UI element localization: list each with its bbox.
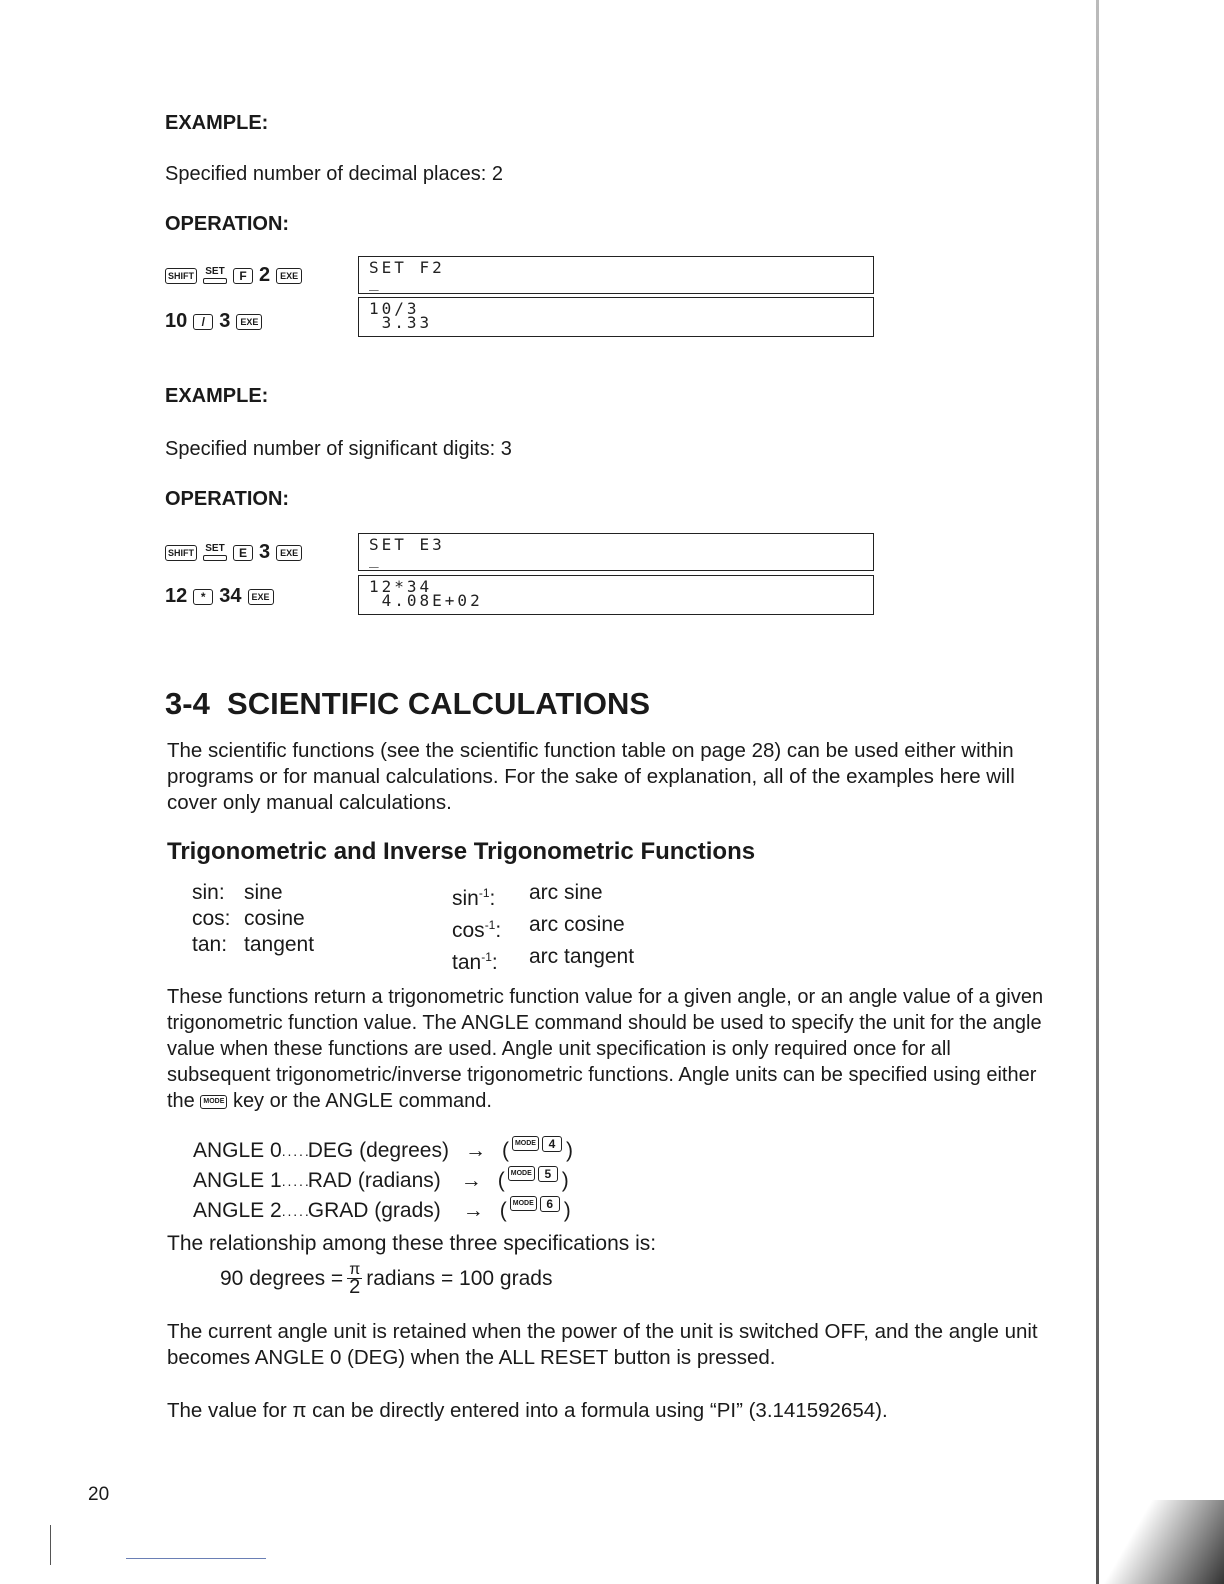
lcd-line: SET E3 [369, 535, 445, 554]
angle-row: ANGLE 2 . . . . . GRAD (grads) → ( MODE 6 ) [193, 1196, 573, 1226]
trig-row [192, 932, 314, 958]
key-sequence-2a [165, 541, 302, 564]
relationship-intro: The relationship among these three specifications is: [167, 1232, 657, 1255]
digit-key-icon: 5 [538, 1166, 558, 1182]
example-desc-2: Specified number of significant digits: 3 [165, 438, 512, 460]
divide-key-icon: / [193, 314, 213, 330]
trig-functions-left [192, 880, 314, 958]
set-key-icon: SET [203, 544, 227, 561]
operation-heading-1: OPERATION: [165, 213, 290, 235]
angle-list [193, 1136, 573, 1226]
fn-name: cosine [244, 907, 305, 930]
trig-row [192, 880, 314, 906]
corner-shadow [1100, 1500, 1224, 1584]
angle-row: ANGLE 0 . . . . . DEG (degrees) → ( MODE 4 ) [193, 1136, 573, 1166]
formula-right: radians = 100 grads [366, 1266, 553, 1290]
lcd-display-2a [358, 533, 874, 571]
page-edge-shadow [1096, 0, 1099, 1584]
angle-row: ANGLE 1 . . . . . RAD (radians) → ( MODE 5 ) [193, 1166, 573, 1196]
exe-key-icon: EXE [248, 589, 274, 605]
f-key-icon: F [233, 268, 253, 284]
shift-key-icon: SHIFT [165, 268, 197, 284]
fn-abbrev: tan: [192, 933, 228, 956]
key-digit: 2 [259, 264, 271, 286]
trig-row [192, 906, 314, 932]
arrow-icon: → [462, 1199, 484, 1222]
key-number: 10 [165, 310, 188, 332]
digit-key-icon: 4 [542, 1136, 562, 1152]
trig-row [452, 880, 634, 912]
formula-left: 90 degrees = [220, 1266, 344, 1290]
fn-abbrev: $\cos^{-1}$: [452, 918, 502, 942]
lcd-display-1a [358, 256, 874, 294]
fn-name: arc sine [529, 881, 603, 904]
lcd-line: 10/3 [369, 299, 420, 318]
fn-abbrev: cos: [192, 907, 231, 930]
fn-name: tangent [244, 933, 315, 956]
exe-key-icon: EXE [236, 314, 262, 330]
bottom-rule [126, 1558, 266, 1559]
trig-functions-right [452, 880, 634, 976]
arrow-icon: → [464, 1139, 486, 1162]
mode-key-icon: MODE [510, 1196, 537, 1211]
key-sequence-1a [165, 264, 302, 287]
page-number: 20 [88, 1484, 110, 1505]
key-number: 34 [219, 585, 242, 607]
e-key-icon: E [233, 545, 253, 561]
arrow-icon: → [460, 1169, 482, 1192]
lcd-line: SET F2 [369, 258, 445, 277]
lcd-display-2b [358, 575, 874, 615]
lcd-display-1b [358, 297, 874, 337]
retain-paragraph: The current angle unit is retained when the power of the unit is switched OFF, and the angle unit becomes ANGLE 0 (DEG) when the ALL RESET button is pressed. [167, 1320, 1038, 1369]
digit-key-icon: 6 [540, 1196, 560, 1212]
mode-key-icon: MODE [200, 1095, 227, 1109]
trig-row [452, 912, 634, 944]
trig-row [452, 944, 634, 976]
fn-abbrev: $\tan^{-1}$: [452, 950, 498, 974]
fn-name: sine [244, 881, 283, 904]
key-digit: 3 [259, 541, 271, 563]
mode-key-icon: MODE [508, 1166, 535, 1181]
lcd-line: 12*34 [369, 577, 433, 596]
key-sequence-2b [165, 585, 274, 608]
mode-key-icon: MODE [512, 1136, 539, 1151]
example-heading-2: EXAMPLE: [165, 385, 269, 407]
trig-paragraph: These functions return a trigonometric function value for a given angle, or an angle value of a given trigonometric function value. The ANGLE command should be used to specify the unit for the angle value when these functions are used. Angle unit specification is only required once for all subsequent trigonometric/inverse trigonometric functions. Angle units can be specified using either the MODE key or the ANGLE command. [167, 986, 1044, 1112]
fn-abbrev: $\sin^{-1}$: [452, 886, 496, 910]
fn-name: arc tangent [529, 945, 635, 968]
pi-over-2-fraction: $\frac{\pi}{2}$ [349, 1261, 361, 1298]
lcd-cursor: _ [369, 272, 382, 291]
trig-subtitle: Trigonometric and Inverse Trigonometric Functions [167, 838, 756, 865]
set-key-icon: SET [203, 267, 227, 284]
exe-key-icon: EXE [276, 268, 302, 284]
lcd-line: 3.33 [369, 313, 433, 332]
fn-name: arc cosine [529, 913, 625, 936]
key-number: 12 [165, 585, 188, 607]
multiply-key-icon: * [193, 589, 213, 605]
lcd-cursor: _ [369, 549, 382, 568]
example-heading-1: EXAMPLE: [165, 112, 269, 134]
section-title: 3-4 SCIENTIFIC CALCULATIONS [165, 686, 651, 721]
operation-heading-2: OPERATION: [165, 488, 290, 510]
relationship-formula [220, 1261, 553, 1298]
example-desc-1: Specified number of decimal places: 2 [165, 163, 503, 185]
lcd-line: 4.08E+02 [369, 591, 483, 610]
margin-mark [50, 1525, 51, 1565]
fn-abbrev: sin: [192, 881, 225, 904]
section-intro: The scientific functions (see the scientific function table on page 28) can be used either within programs or for manual calculations. For the sake of explanation, all of the examples here will cover only manual calculations. [167, 739, 1015, 814]
key-sequence-1b [165, 310, 262, 333]
shift-key-icon: SHIFT [165, 545, 197, 561]
key-number: 3 [219, 310, 231, 332]
pi-paragraph: The value for π can be directly entered into a formula using “PI” (3.141592654). [167, 1399, 888, 1422]
exe-key-icon: EXE [276, 545, 302, 561]
